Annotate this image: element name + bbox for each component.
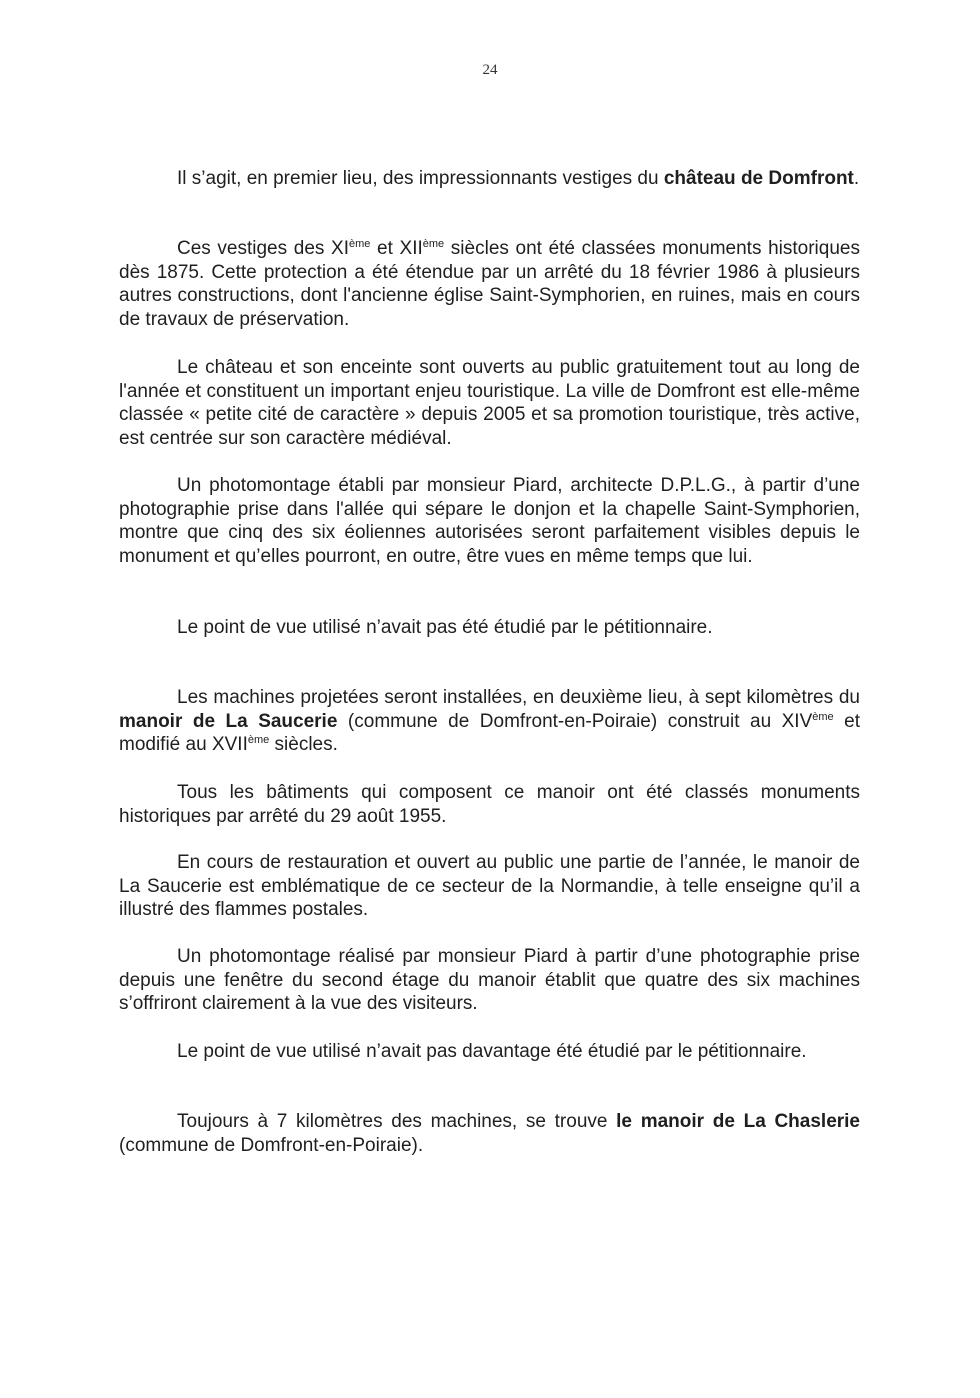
paragraph-6 bbox=[119, 686, 860, 757]
paragraph-1 bbox=[119, 167, 860, 191]
paragraph-7 bbox=[119, 781, 860, 828]
paragraph-6-bold: manoir de La Saucerie bbox=[119, 710, 338, 732]
paragraph-6-sup-b: ème bbox=[247, 734, 270, 746]
paragraph-4 bbox=[119, 474, 860, 568]
paragraph-11-end: (commune de Domfront-en-Poiraie). bbox=[119, 1134, 424, 1156]
paragraph-6-text-b: (commune de Domfront-en-Poiraie) construit au XIV bbox=[337, 710, 813, 732]
paragraph-1-text: Il s’agit, en premier lieu, des impressionnants vestiges du bbox=[177, 168, 664, 189]
paragraph-3-text: Le château et son enceinte sont ouverts au public gratuitement tout au long de l'année et constituent un important enjeu touristique. La ville de Domfront est elle-même classée « petite cité de caractère » depuis 2005 et sa promotion touristique, très active, est centrée sur son caractère médiéval. bbox=[119, 357, 860, 449]
paragraph-11 bbox=[119, 1110, 860, 1157]
paragraph-5 bbox=[119, 616, 860, 640]
paragraph-1-end: . bbox=[853, 168, 860, 189]
paragraph-4-text: Un photomontage établi par monsieur Piard, architecte D.P.L.G., à partir d’une photographie prise dans l'allée qui sépare le donjon et la chapelle Saint-Symphorien, montre que cinq des six éoliennes autorisées seront parfaitement visibles depuis le monument et qu’elles pourront, en outre, être vues en même temps que lui. bbox=[119, 475, 860, 567]
paragraph-6-text-a: Les machines projetées seront installées, en deuxième lieu, à sept kilomètres du bbox=[177, 687, 860, 708]
paragraph-6-text-c: et modifié au XVII bbox=[119, 710, 861, 755]
paragraph-10 bbox=[119, 1040, 860, 1064]
paragraph-3 bbox=[119, 356, 860, 450]
paragraph-8 bbox=[119, 851, 860, 922]
paragraph-9 bbox=[119, 945, 860, 1016]
paragraph-7-text: Tous les bâtiments qui composent ce manoir ont été classés monuments historiques par arrêté du 29 août 1955. bbox=[119, 782, 860, 827]
paragraph-2-sup-a: ème bbox=[349, 238, 371, 250]
paragraph-6-sup-a: ème bbox=[812, 710, 834, 723]
paragraph-6-text-d: siècles. bbox=[269, 734, 338, 755]
paragraph-2 bbox=[119, 237, 860, 331]
paragraph-9-text: Un photomontage réalisé par monsieur Piard à partir d’une photographie prise depuis une fenêtre du second étage du manoir établit que quatre des six machines s’offriront clairement à la vue des visiteurs. bbox=[119, 946, 860, 1014]
paragraph-11-text: Toujours à 7 kilomètres des machines, se trouve bbox=[177, 1111, 617, 1132]
paragraph-1-bold: château de Domfront bbox=[663, 168, 854, 189]
paragraph-2-text-c: siècles ont été classées monuments historiques dès 1875. Cette protection a été étendue par un arrêté du 18 février 1986 à plusieurs autres constructions, dont l'ancienne église Saint-Symphorien, en ruines, mais en cours de travaux de préservation. bbox=[119, 238, 860, 330]
paragraph-2-text-b: et XII bbox=[370, 238, 423, 259]
paragraph-10-text: Le point de vue utilisé n’avait pas davantage été étudié par le pétitionnaire. bbox=[177, 1041, 807, 1062]
paragraph-2-sup-b: ème bbox=[422, 238, 445, 250]
paragraph-11-bold: le manoir de La Chaslerie bbox=[616, 1111, 861, 1132]
paragraph-8-text: En cours de restauration et ouvert au public une partie de l’année, le manoir de La Saucerie est emblématique de ce secteur de la Normandie, à telle enseigne qu’il a illustré des flammes postales. bbox=[119, 852, 860, 920]
paragraph-5-text: Le point de vue utilisé n’avait pas été étudié par le pétitionnaire. bbox=[177, 617, 713, 638]
page-number: 24 bbox=[482, 62, 498, 78]
paragraph-2-text-a: Ces vestiges des XI bbox=[177, 238, 349, 259]
